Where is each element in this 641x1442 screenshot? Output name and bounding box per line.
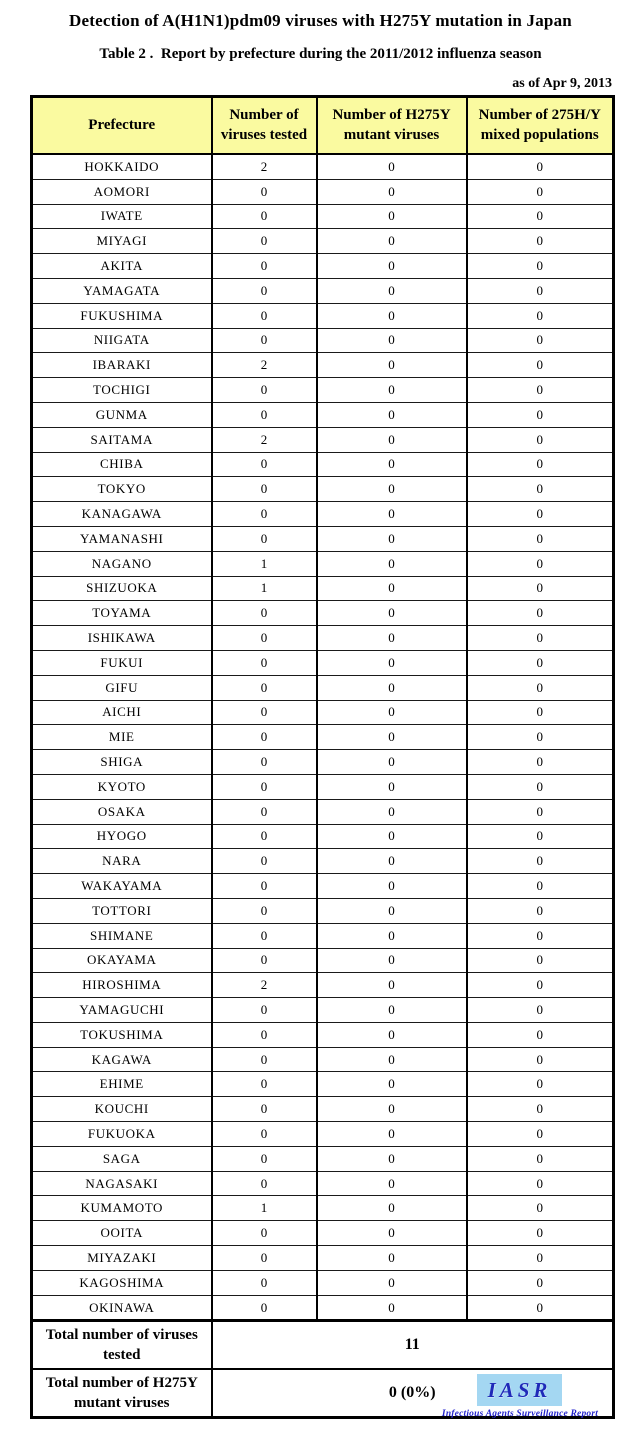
prefecture-cell: TOKUSHIMA [32,1022,212,1047]
table-row [32,998,614,1023]
viruses-tested-cell: 0 [212,923,317,948]
table-row [32,402,614,427]
prefecture-cell: SHIGA [32,750,212,775]
table-row [32,948,614,973]
table-row [32,427,614,452]
viruses-tested-cell: 0 [212,179,317,204]
table-row [32,1246,614,1271]
table-row [32,1097,614,1122]
h275y-mutant-cell: 0 [317,774,467,799]
h275y-mutant-cell: 0 [317,179,467,204]
prefecture-cell: KUMAMOTO [32,1196,212,1221]
mixed-populations-cell: 0 [467,526,614,551]
table-body [32,154,614,1321]
prefecture-cell: AOMORI [32,179,212,204]
viruses-tested-cell: 0 [212,1047,317,1072]
mixed-populations-cell: 0 [467,700,614,725]
total-viruses-tested-row [32,1321,614,1370]
h275y-mutant-cell: 0 [317,353,467,378]
mixed-populations-cell: 0 [467,1196,614,1221]
viruses-tested-cell: 0 [212,452,317,477]
mixed-populations-cell: 0 [467,502,614,527]
mixed-populations-cell: 0 [467,303,614,328]
h275y-mutant-cell: 0 [317,378,467,403]
table-row [32,1122,614,1147]
mixed-populations-cell: 0 [467,601,614,626]
prefecture-cell: NAGASAKI [32,1171,212,1196]
prefecture-cell: NAGANO [32,551,212,576]
prefecture-cell: EHIME [32,1072,212,1097]
h275y-mutant-cell: 0 [317,700,467,725]
mixed-populations-cell: 0 [467,452,614,477]
table-row [32,799,614,824]
viruses-tested-cell: 0 [212,849,317,874]
table-row [32,750,614,775]
viruses-tested-cell: 0 [212,700,317,725]
viruses-tested-cell: 0 [212,378,317,403]
mixed-populations-cell: 0 [467,650,614,675]
h275y-mutant-cell: 0 [317,824,467,849]
prefecture-cell: GIFU [32,675,212,700]
mixed-populations-cell: 0 [467,626,614,651]
prefecture-cell: OKINAWA [32,1295,212,1321]
viruses-tested-cell: 0 [212,1295,317,1321]
h275y-mutant-cell: 0 [317,1146,467,1171]
table-row [32,1295,614,1321]
h275y-mutant-cell: 0 [317,278,467,303]
prefecture-cell: KAGOSHIMA [32,1270,212,1295]
h275y-mutant-cell: 0 [317,402,467,427]
prefecture-cell: TOKYO [32,477,212,502]
prefecture-cell: KANAGAWA [32,502,212,527]
h275y-mutant-cell: 0 [317,1196,467,1221]
mixed-populations-cell: 0 [467,824,614,849]
mixed-populations-cell: 0 [467,576,614,601]
mixed-populations-cell: 0 [467,923,614,948]
mixed-populations-cell: 0 [467,477,614,502]
viruses-tested-cell: 0 [212,626,317,651]
h275y-mutant-cell: 0 [317,725,467,750]
table-row [32,179,614,204]
prefecture-cell: MIYAGI [32,229,212,254]
h275y-mutant-cell: 0 [317,502,467,527]
mixed-populations-cell: 0 [467,1171,614,1196]
prefecture-cell: HYOGO [32,824,212,849]
table-row [32,278,614,303]
table-row [32,700,614,725]
table-row [32,254,614,279]
viruses-tested-cell: 0 [212,402,317,427]
table-row [32,303,614,328]
mixed-populations-cell: 0 [467,427,614,452]
viruses-tested-cell: 0 [212,601,317,626]
viruses-tested-cell: 0 [212,1270,317,1295]
prefecture-cell: OOITA [32,1221,212,1246]
h275y-mutant-cell: 0 [317,998,467,1023]
table-caption: Table 2 . Report by prefecture during the 2011/2012 influenza season [99,46,542,62]
mixed-populations-cell: 0 [467,402,614,427]
iasr-logo: IASR [477,1374,562,1406]
mixed-populations-cell: 0 [467,675,614,700]
h275y-mutant-cell: 0 [317,154,467,179]
viruses-tested-cell: 0 [212,254,317,279]
table-row [32,973,614,998]
table-row [32,378,614,403]
iasr-logo-caption: Infectious Agents Surveillance Report [441,1409,599,1419]
h275y-mutant-cell: 0 [317,427,467,452]
h275y-mutant-cell: 0 [317,1171,467,1196]
mixed-populations-cell: 0 [467,328,614,353]
prefecture-cell: YAMAGUCHI [32,998,212,1023]
prefecture-cell: TOTTORI [32,898,212,923]
prefecture-cell: SAGA [32,1146,212,1171]
viruses-tested-cell: 0 [212,1122,317,1147]
table-row [32,551,614,576]
mixed-populations-cell: 0 [467,1270,614,1295]
viruses-tested-cell: 1 [212,1196,317,1221]
mixed-populations-cell: 0 [467,1146,614,1171]
h275y-mutant-cell: 0 [317,626,467,651]
viruses-tested-cell: 0 [212,675,317,700]
table-row [32,154,614,179]
table-row [32,898,614,923]
mixed-populations-cell: 0 [467,353,614,378]
viruses-tested-cell: 0 [212,948,317,973]
prefecture-cell: OKAYAMA [32,948,212,973]
h275y-mutant-cell: 0 [317,601,467,626]
prefecture-cell: GUNMA [32,402,212,427]
viruses-tested-cell: 0 [212,824,317,849]
mixed-populations-cell: 0 [467,179,614,204]
prefecture-cell: KOUCHI [32,1097,212,1122]
h275y-mutant-cell: 0 [317,1122,467,1147]
mixed-populations-cell: 0 [467,1022,614,1047]
table-row [32,1270,614,1295]
as-of-date: as of Apr 9, 2013 [512,76,612,91]
h275y-mutant-cell: 0 [317,452,467,477]
mixed-populations-cell: 0 [467,551,614,576]
h275y-mutant-cell: 0 [317,948,467,973]
h275y-mutant-cell: 0 [317,750,467,775]
viruses-tested-cell: 0 [212,526,317,551]
viruses-tested-cell: 0 [212,229,317,254]
col-header-h275y-mutant: Number of H275Y mutant viruses [317,97,467,155]
mixed-populations-cell: 0 [467,750,614,775]
page-title: Detection of A(H1N1)pdm09 viruses with H275Y mutation in Japan [69,11,572,30]
col-header-viruses-tested: Number of viruses tested [212,97,317,155]
h275y-mutant-cell: 0 [317,1270,467,1295]
prefecture-cell: SHIMANE [32,923,212,948]
h275y-mutant-cell: 0 [317,874,467,899]
table-row [32,204,614,229]
col-header-mixed-populations: Number of 275H/Y mixed populations [467,97,614,155]
prefecture-cell: FUKUI [32,650,212,675]
table-row [32,774,614,799]
h275y-mutant-cell: 0 [317,1072,467,1097]
table-row [32,923,614,948]
mixed-populations-cell: 0 [467,1221,614,1246]
prefecture-cell: AICHI [32,700,212,725]
h275y-mutant-cell: 0 [317,1246,467,1271]
table-header [32,97,614,155]
total-viruses-tested-label: Total number of viruses tested [32,1321,212,1370]
prefecture-cell: SAITAMA [32,427,212,452]
viruses-tested-cell: 0 [212,1221,317,1246]
prefecture-cell: KYOTO [32,774,212,799]
prefecture-cell: ISHIKAWA [32,626,212,651]
mixed-populations-cell: 0 [467,154,614,179]
col-header-prefecture: Prefecture [32,97,212,155]
viruses-tested-cell: 0 [212,1146,317,1171]
mixed-populations-cell: 0 [467,1072,614,1097]
h275y-mutant-cell: 0 [317,576,467,601]
prefecture-table [30,95,615,1419]
h275y-mutant-cell: 0 [317,328,467,353]
total-mutant-viruses-label: Total number of H275Y mutant viruses [32,1369,212,1418]
table-row [32,601,614,626]
prefecture-cell: TOCHIGI [32,378,212,403]
mixed-populations-cell: 0 [467,229,614,254]
viruses-tested-cell: 2 [212,154,317,179]
table-row [32,229,614,254]
h275y-mutant-cell: 0 [317,254,467,279]
prefecture-cell: SHIZUOKA [32,576,212,601]
h275y-mutant-cell: 0 [317,551,467,576]
prefecture-cell: CHIBA [32,452,212,477]
mixed-populations-cell: 0 [467,874,614,899]
h275y-mutant-cell: 0 [317,303,467,328]
prefecture-cell: HOKKAIDO [32,154,212,179]
viruses-tested-cell: 0 [212,204,317,229]
prefecture-cell: KAGAWA [32,1047,212,1072]
viruses-tested-cell: 0 [212,1022,317,1047]
mixed-populations-cell: 0 [467,254,614,279]
h275y-mutant-cell: 0 [317,1097,467,1122]
table-row [32,626,614,651]
h275y-mutant-cell: 0 [317,799,467,824]
h275y-mutant-cell: 0 [317,849,467,874]
table-row [32,725,614,750]
mixed-populations-cell: 0 [467,725,614,750]
table-row [32,1022,614,1047]
prefecture-cell: IBARAKI [32,353,212,378]
mixed-populations-cell: 0 [467,973,614,998]
prefecture-cell: FUKUOKA [32,1122,212,1147]
viruses-tested-cell: 0 [212,278,317,303]
viruses-tested-cell: 1 [212,551,317,576]
viruses-tested-cell: 0 [212,1072,317,1097]
prefecture-cell: TOYAMA [32,601,212,626]
prefecture-cell: IWATE [32,204,212,229]
table-row [32,1072,614,1097]
mixed-populations-cell: 0 [467,898,614,923]
viruses-tested-cell: 1 [212,576,317,601]
h275y-mutant-cell: 0 [317,477,467,502]
viruses-tested-cell: 0 [212,502,317,527]
table-row [32,353,614,378]
table-row [32,675,614,700]
mixed-populations-cell: 0 [467,1047,614,1072]
viruses-tested-cell: 0 [212,477,317,502]
table-row [32,477,614,502]
total-mutant-viruses-value: 0 (0%) [212,1369,614,1418]
table-row [32,650,614,675]
viruses-tested-cell: 0 [212,303,317,328]
h275y-mutant-cell: 0 [317,923,467,948]
table-row [32,824,614,849]
table-row [32,328,614,353]
viruses-tested-cell: 2 [212,427,317,452]
table-row [32,1221,614,1246]
mixed-populations-cell: 0 [467,278,614,303]
mixed-populations-cell: 0 [467,849,614,874]
prefecture-cell: NIIGATA [32,328,212,353]
table-row [32,1047,614,1072]
prefecture-cell: YAMANASHI [32,526,212,551]
viruses-tested-cell: 0 [212,774,317,799]
prefecture-cell: NARA [32,849,212,874]
header-row [32,97,614,155]
prefecture-cell: YAMAGATA [32,278,212,303]
viruses-tested-cell: 0 [212,1171,317,1196]
h275y-mutant-cell: 0 [317,650,467,675]
viruses-tested-cell: 0 [212,328,317,353]
h275y-mutant-cell: 0 [317,973,467,998]
h275y-mutant-cell: 0 [317,1047,467,1072]
table-row [32,1171,614,1196]
mixed-populations-cell: 0 [467,1097,614,1122]
mixed-populations-cell: 0 [467,378,614,403]
mixed-populations-cell: 0 [467,1246,614,1271]
mixed-populations-cell: 0 [467,998,614,1023]
h275y-mutant-cell: 0 [317,1022,467,1047]
viruses-tested-cell: 0 [212,1246,317,1271]
prefecture-cell: OSAKA [32,799,212,824]
table-row [32,1196,614,1221]
h275y-mutant-cell: 0 [317,898,467,923]
prefecture-cell: WAKAYAMA [32,874,212,899]
table-row [32,452,614,477]
viruses-tested-cell: 0 [212,998,317,1023]
prefecture-cell: AKITA [32,254,212,279]
prefecture-cell: MIE [32,725,212,750]
viruses-tested-cell: 2 [212,973,317,998]
viruses-tested-cell: 0 [212,750,317,775]
viruses-tested-cell: 0 [212,898,317,923]
mixed-populations-cell: 0 [467,1295,614,1321]
viruses-tested-cell: 0 [212,1097,317,1122]
table-row [32,874,614,899]
table-row [32,849,614,874]
mixed-populations-cell: 0 [467,774,614,799]
table-row [32,526,614,551]
prefecture-cell: MIYAZAKI [32,1246,212,1271]
mixed-populations-cell: 0 [467,799,614,824]
h275y-mutant-cell: 0 [317,204,467,229]
table-row [32,1146,614,1171]
viruses-tested-cell: 2 [212,353,317,378]
h275y-mutant-cell: 0 [317,229,467,254]
viruses-tested-cell: 0 [212,650,317,675]
h275y-mutant-cell: 0 [317,526,467,551]
mixed-populations-cell: 0 [467,948,614,973]
table-row [32,576,614,601]
mixed-populations-cell: 0 [467,204,614,229]
table-row [32,502,614,527]
h275y-mutant-cell: 0 [317,1295,467,1321]
prefecture-cell: HIROSHIMA [32,973,212,998]
viruses-tested-cell: 0 [212,874,317,899]
prefecture-cell: FUKUSHIMA [32,303,212,328]
h275y-mutant-cell: 0 [317,675,467,700]
total-viruses-tested-value: 11 [212,1321,614,1370]
mixed-populations-cell: 0 [467,1122,614,1147]
h275y-mutant-cell: 0 [317,1221,467,1246]
viruses-tested-cell: 0 [212,725,317,750]
viruses-tested-cell: 0 [212,799,317,824]
